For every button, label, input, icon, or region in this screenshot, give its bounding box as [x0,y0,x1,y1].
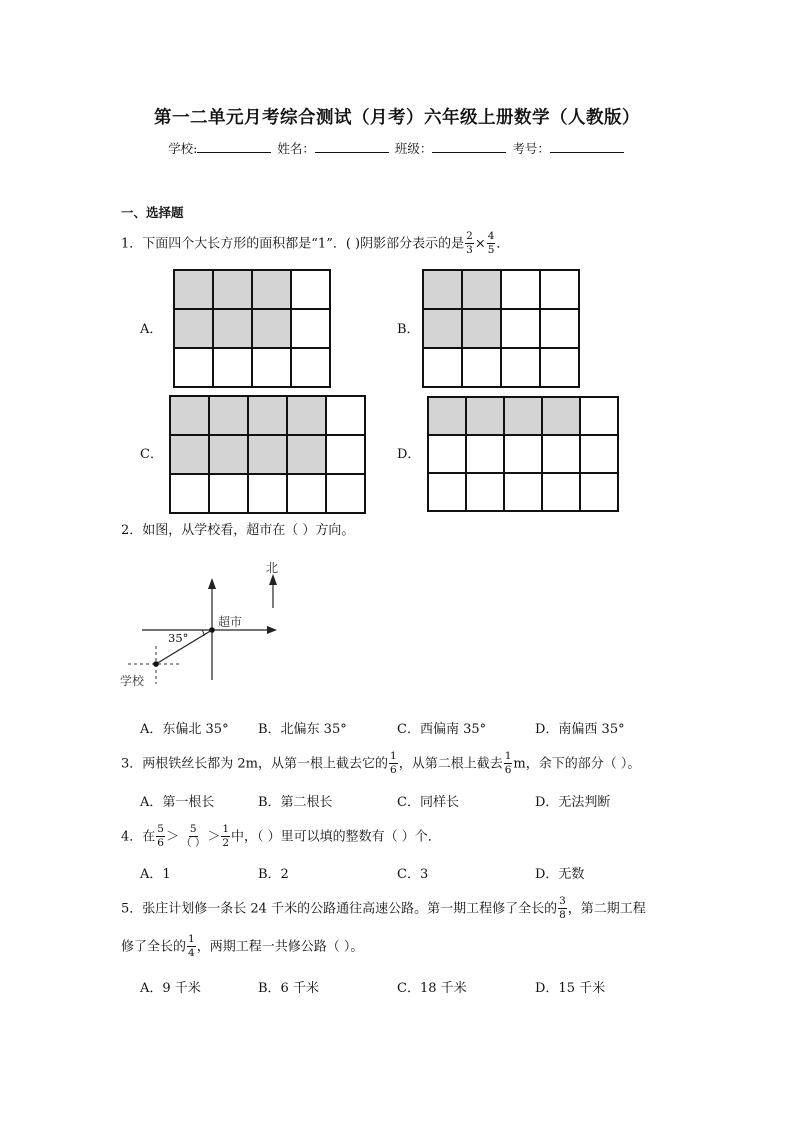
q5-option-a[interactable]: A．9 千米 [140,981,201,996]
grid-row [428,397,618,435]
q3-text-2: ，从第二根上截去 [398,756,503,772]
q5-text-4: ，两期工程一共修公路（ ）。 [196,939,364,955]
grid-cell-shaded [428,397,466,435]
grid-cell [501,309,540,348]
grid-row [174,270,330,309]
q4-f3-numerator: 1 [222,823,230,835]
grid-row [428,473,618,511]
grid-cell-shaded [209,396,248,435]
name-label: 姓名： [277,141,315,156]
grid-cell [291,348,330,387]
q5-text-1: 5．张庄计划修一条长 24 千米的公路通往高速公路。第一期工程修了全长的 [121,901,558,917]
grid-cell-shaded [252,270,291,309]
grid-cell-shaded [462,309,501,348]
grid-cell [428,473,466,511]
horizontal-axis-arrow [267,626,277,634]
grid-option-d [427,396,619,512]
grid-row [170,435,365,474]
direction-diagram [118,560,288,695]
grid-cell [580,397,618,435]
grid-cell-shaded [423,270,462,309]
grid-cell-shaded [248,435,287,474]
grid-cell [291,270,330,309]
q3-option-d[interactable]: D．无法判断 [535,795,611,810]
grid-cell [466,473,504,511]
angle-label: 35° [168,631,189,645]
grid-cell [540,309,579,348]
grid-row [170,474,365,513]
q4-f3-denominator: 2 [222,836,230,849]
q5-f2-numerator: 1 [188,933,195,945]
school-label: 学校 [120,674,145,688]
q5-option-b[interactable]: B．6 千米 [258,981,319,996]
q4-f2-denominator: （ ） [180,836,206,849]
q3-fraction-1 [389,751,398,775]
q5-option-d[interactable]: D．15 千米 [535,981,606,996]
grid-cell [540,348,579,387]
grid-cell-shaded [542,397,580,435]
q1-f1-denominator: 3 [466,243,473,256]
north-arrow-head [269,574,277,585]
grid-cell-shaded [213,309,252,348]
q3-text-1: 3．两根铁丝长都为 2m，从第一根上截去它的 [121,756,389,772]
north-label: 北 [266,561,279,575]
grid-cell-shaded [504,397,542,435]
grid-cell-shaded [170,396,209,435]
grid-cell [213,348,252,387]
q5-f1-denominator: 8 [559,908,566,921]
grid-cell-shaded [287,435,326,474]
grid-option-a [173,269,331,388]
option-a-label[interactable]: A． [140,322,163,337]
q3-text-3: m，余下的部分（ ）。 [513,756,641,772]
q4-fraction-1 [156,824,165,848]
grid-cell [326,435,365,474]
grid-row [170,396,365,435]
question-5-line-2 [121,935,363,959]
q4-gt-1: ＞ [165,829,179,845]
q4-f1-denominator: 6 [157,836,164,849]
market-label: 超市 [218,615,243,629]
q4-f2-numerator: 5 [189,823,197,835]
option-d-label[interactable]: D． [397,447,421,462]
grid-cell [291,309,330,348]
school-point [153,661,159,667]
q1-f1-numerator: 2 [466,230,473,242]
grid-row [174,309,330,348]
grid-cell [540,270,579,309]
option-b-label[interactable]: B． [397,322,420,337]
grid-cell [287,474,326,513]
grid-cell-shaded [466,397,504,435]
grid-cell [326,474,365,513]
q1-f2-numerator: 4 [487,230,495,242]
class-label: 班级： [394,141,433,156]
section-heading: 一、选择题 [121,205,184,220]
grid-cell-shaded [248,396,287,435]
q3-option-a[interactable]: A．第一根长 [140,795,215,810]
grid-row [423,348,579,387]
grid-cell [542,473,580,511]
question-2: 2．如图，从学校看，超市在（ ）方向。 [121,523,355,538]
grid-cell [428,435,466,473]
number-blank[interactable] [550,140,624,153]
grid-cell-shaded [462,270,501,309]
grid-cell [580,473,618,511]
option-c-label[interactable]: C． [140,447,163,462]
q3-fraction-2 [504,751,513,775]
question-1 [121,232,509,256]
q3-f2-numerator: 1 [504,750,512,762]
grid-row [423,309,579,348]
page-title: 第一二单元月考综合测试（月考）六年级上册数学（人教版） [154,108,640,128]
class-blank[interactable] [432,140,506,153]
q5-fraction-1 [558,896,567,920]
grid-cell [248,474,287,513]
question-4 [121,825,441,849]
q4-option-d[interactable]: D．无数 [535,867,585,882]
student-info-line [0,139,794,157]
q2-option-b[interactable]: B．北偏东 35° [258,722,347,737]
q5-fraction-2 [187,934,196,958]
grid-cell [504,435,542,473]
q4-gt-2: ＞ [207,829,221,845]
q5-f1-numerator: 3 [559,895,566,907]
q4-text-1: 4．在 [121,829,156,845]
times-sign: × [474,236,486,252]
q1-fraction-2 [487,231,496,255]
q1-fraction-1 [465,231,474,255]
q4-f1-numerator: 5 [157,823,164,835]
grid-cell [423,348,462,387]
grid-cell [252,348,291,387]
school-label: 学校: [168,141,198,156]
q4-text-2: 中，（ ）里可以填的整数有（ ）个． [231,829,441,845]
grid-cell-shaded [213,270,252,309]
q1-end: ． [496,236,510,252]
grid-cell-shaded [287,396,326,435]
q4-option-a[interactable]: A．1 [140,867,171,882]
grid-cell [174,348,213,387]
grid-cell [501,270,540,309]
q2-option-c[interactable]: C．西偏南 35° [397,722,487,737]
grid-row [174,348,330,387]
name-blank[interactable] [315,140,389,153]
grid-cell [462,348,501,387]
grid-cell [504,473,542,511]
q3-option-c[interactable]: C．同样长 [397,795,459,810]
q5-text-2: ，第二期工程 [567,901,646,917]
q4-fraction-3 [221,824,230,848]
q5-option-c[interactable]: C．18 千米 [397,981,467,996]
grid-cell-shaded [174,270,213,309]
grid-cell-shaded [209,435,248,474]
grid-row [428,435,618,473]
q4-option-c[interactable]: C．3 [397,867,429,882]
q4-fraction-2 [180,824,206,848]
number-label: 考号： [512,141,550,156]
grid-cell [501,348,540,387]
grid-cell [466,435,504,473]
q3-f1-denominator: 6 [390,763,397,776]
grid-cell-shaded [170,435,209,474]
q3-f2-denominator: 6 [504,763,512,776]
q2-option-d[interactable]: D．南偏西 35° [535,722,625,737]
grid-cell [542,435,580,473]
grid-option-c [169,395,366,514]
q3-option-b[interactable]: B．第二根长 [258,795,333,810]
grid-cell-shaded [174,309,213,348]
question-5-line-1 [121,897,646,921]
grid-cell [326,396,365,435]
grid-row [423,270,579,309]
q5-f2-denominator: 4 [188,946,195,959]
school-blank[interactable] [197,140,271,153]
grid-cell-shaded [423,309,462,348]
grid-cell [209,474,248,513]
grid-cell [580,435,618,473]
grid-cell-shaded [252,309,291,348]
grid-cell [170,474,209,513]
q1-f2-denominator: 5 [487,243,495,256]
q4-option-b[interactable]: B．2 [258,867,289,882]
question-3 [121,752,640,776]
vertical-axis-arrow [208,578,216,589]
grid-option-b [422,269,580,388]
q5-text-3: 修了全长的 [121,939,187,955]
q2-option-a[interactable]: A．东偏北 35° [140,722,229,737]
q1-text: 1．下面四个大长方形的面积都是“1”．( )阴影部分表示的是 [121,236,465,252]
q3-f1-numerator: 1 [390,750,397,762]
